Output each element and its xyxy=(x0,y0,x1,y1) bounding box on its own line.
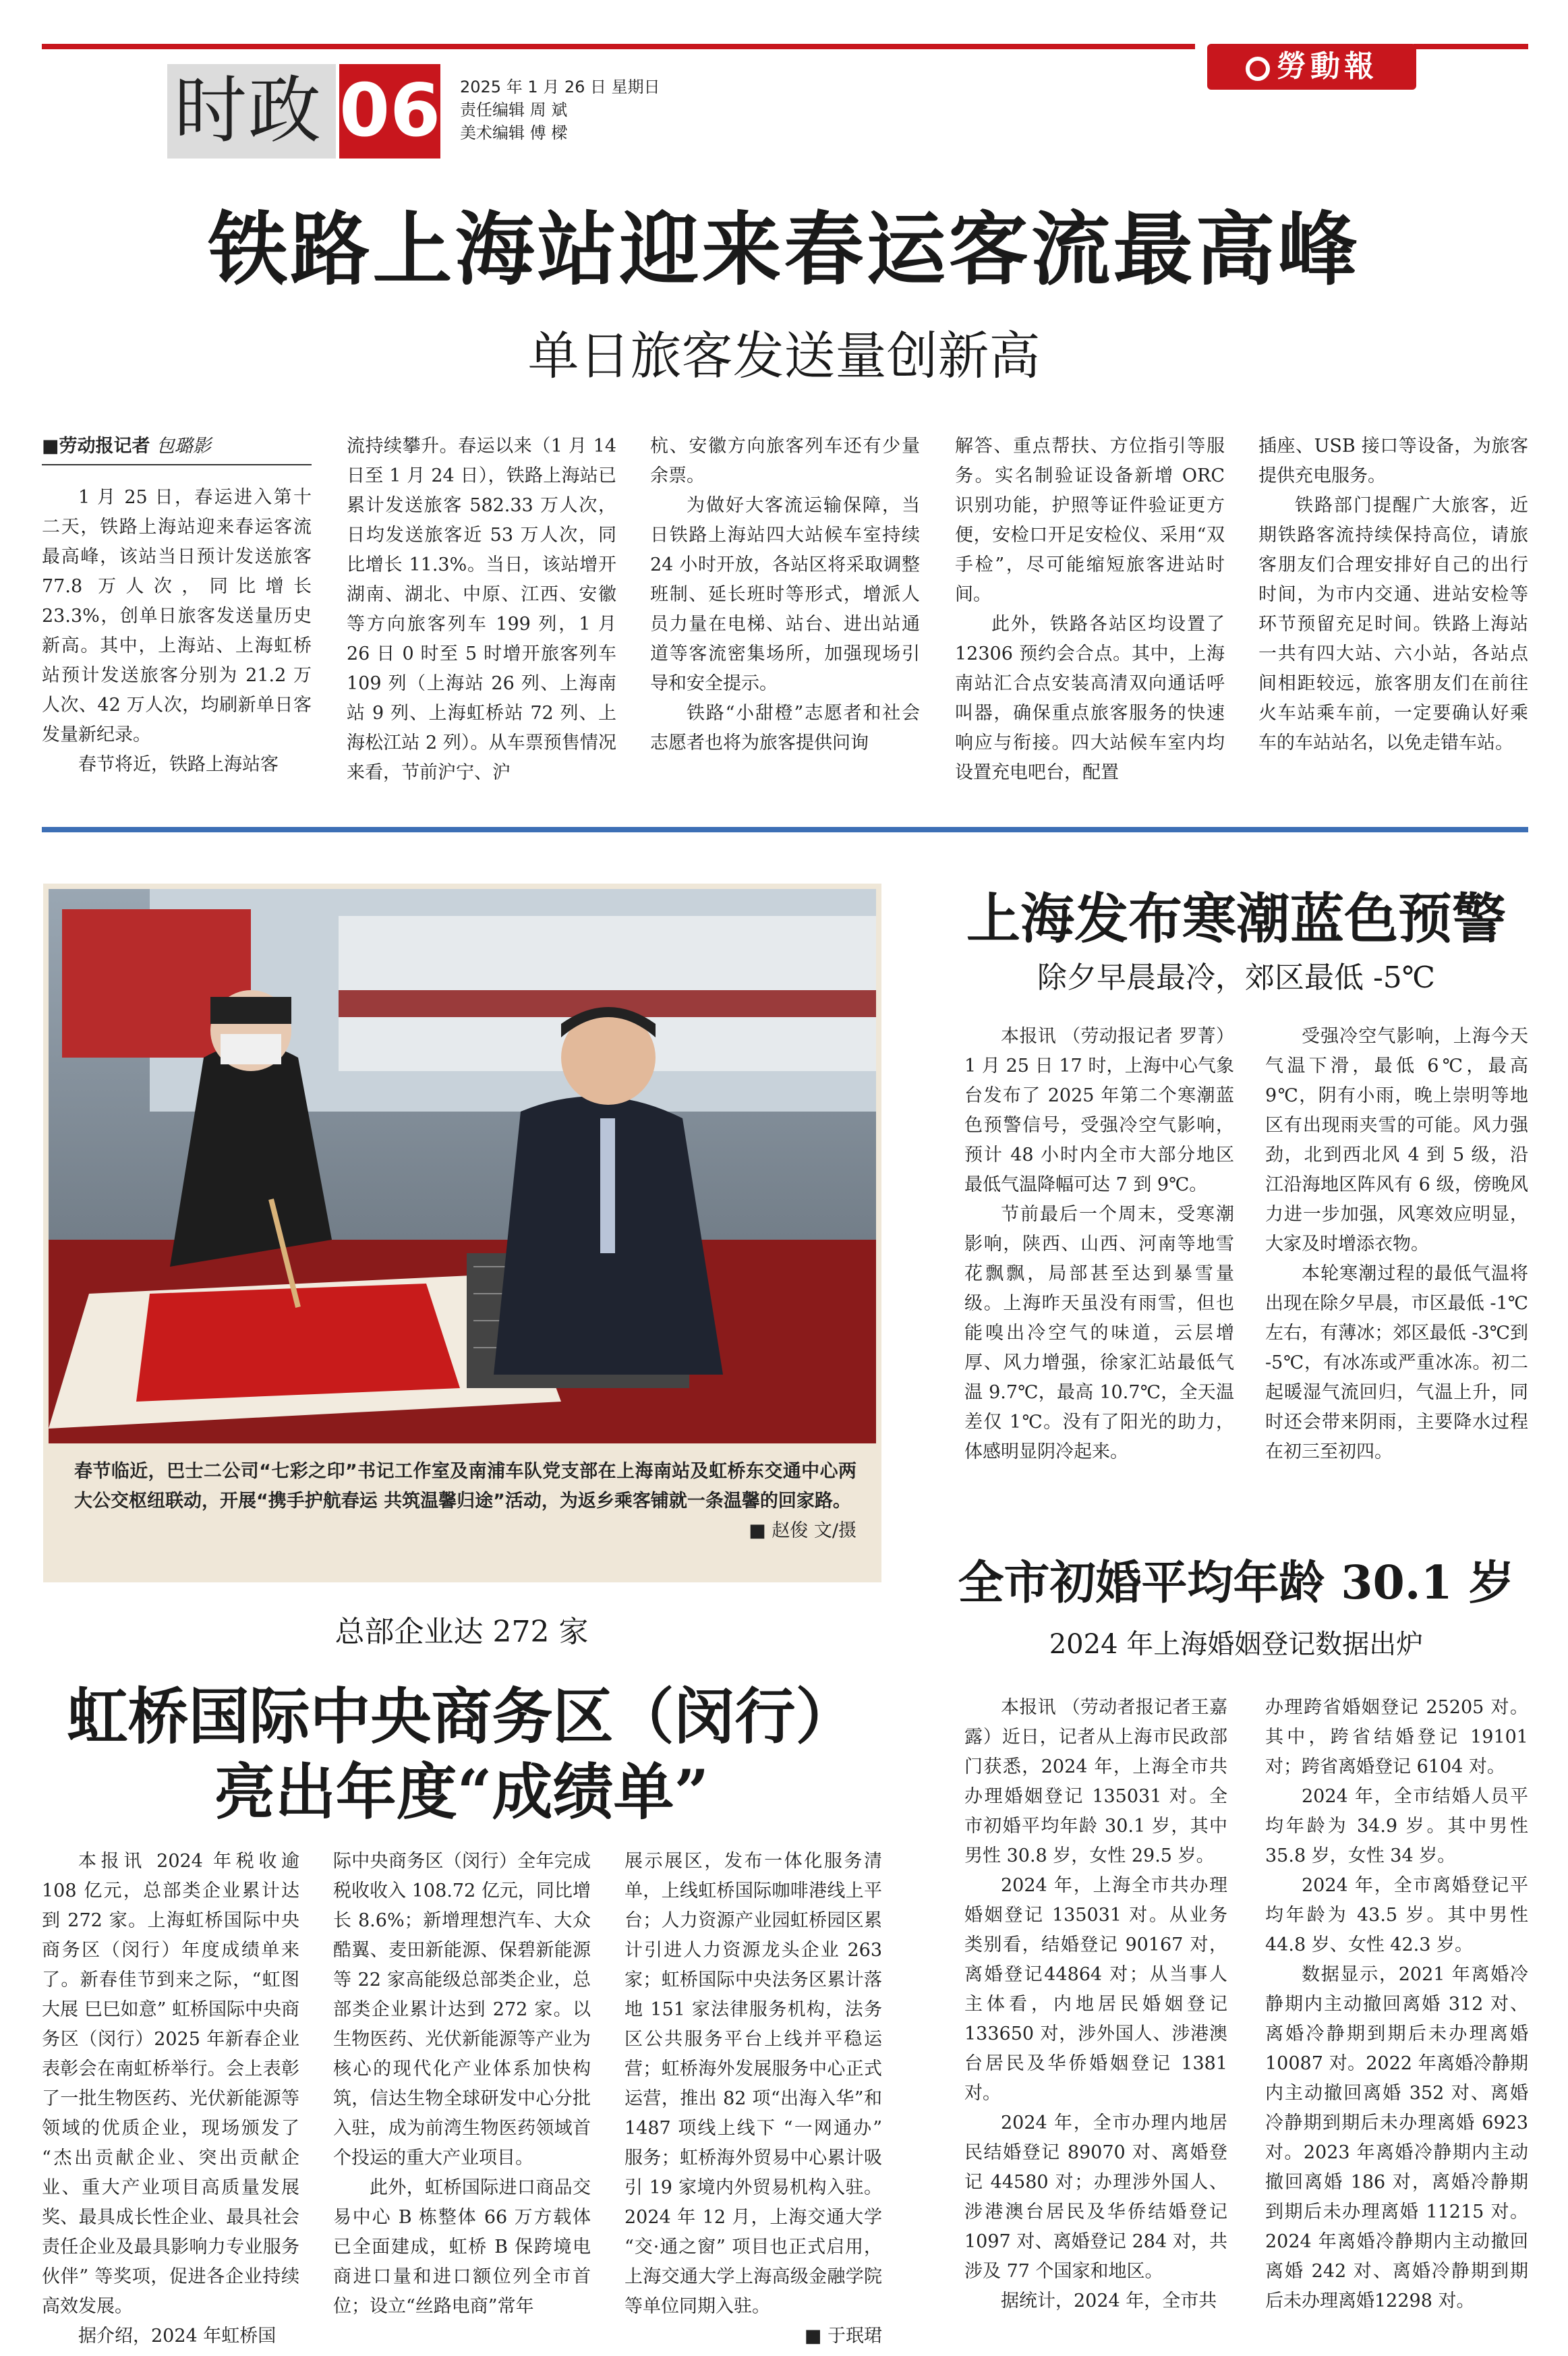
cold-wave-headline: 上海发布寒潮蓝色预警 xyxy=(966,887,1506,950)
paragraph: 本轮寒潮过程的最低气温将出现在除夕早晨，市区最低 -1℃左右，有薄冰；郊区最低 -3℃到 -5℃，有冰冻或严重冰冻。初二起暖湿气流回归，气温上升，同时还会带来阴雨，主要降水过程在初三至初四。 xyxy=(1265,1263,1528,1462)
paragraph: 受强冷空气影响，上海今天气温下滑，最低 6℃，最高 9℃，阴有小雨，晚上崇明等地区有出现雨夹雪的可能。风力强劲，北到西北风 4 到 5 级，沿江沿海地区阵风有 6 级，傍晚风力进一步加强，风寒效应明显，大家及时增添衣物。 xyxy=(1265,1026,1528,1255)
paragraph: 本报讯 （劳动报记者 罗菁）1 月 25 日 17 时，上海中心气象台发布了 2025 年第二个寒潮蓝色预警信号，受强冷空气影响，预计 48 小时内全市大部分地区最低气温降幅可达 7 到 9℃。 xyxy=(964,1026,1234,1195)
marriage-column-1 xyxy=(964,1693,1227,2316)
cold-column-1 xyxy=(964,1022,1234,1467)
photo-caption xyxy=(74,1457,856,1546)
paragraph: 本报讯 2024 年税收逾 108 亿元，总部类企业累计达到 272 家。上海虹桥国际中央商务区（闵行）年度成绩单来了。新春佳节到来之际，“虹图大展 巳巳如意” 虹桥国际中央商务区（闵行）2025 年新春企业表彰会在南虹桥举行。会上表彰了一批生物医药、光伏新能源等领域的优质企业，现场颁发了 “杰出贡献企业、突出贡献企业、重大产业项目高质量发展奖、最具成长性企业、最具社会责任企业及最具影响力专业服务伙伴” 等奖项，促进各企业持续高效发展。 xyxy=(42,1851,299,2317)
hongqiao-headline-line-1: 虹桥国际中央商务区（闵行） xyxy=(67,1681,856,1752)
lead-column-1 xyxy=(42,432,312,780)
paragraph: 2024 年，全市结婚人员平均年龄为 34.9 岁。其中男性 35.8 岁，女性 34 岁。 xyxy=(1265,1786,1528,1866)
hongqiao-column-1 xyxy=(42,1847,299,2351)
hongqiao-column-3 xyxy=(625,1847,882,2351)
photo-credit: ■ 赵俊 文/摄 xyxy=(749,1520,856,1541)
editor-credit: 责任编辑 周 斌 xyxy=(460,100,568,119)
paragraph: 2024 年，上海全市共办理婚姻登记 135031 对。从业务类别看，结婚登记 90167 对，离婚登记44864 对；从当事人主体看，内地居民婚姻登记 133650 对，涉外国人、涉港澳台居民及华侨婚姻登记 1381 对。 xyxy=(964,1875,1227,2104)
hongqiao-headline-line-2: 亮出年度“成绩单” xyxy=(214,1756,709,1828)
paragraph: 数据显示，2021 年离婚冷静期内主动撤回离婚 312 对、离婚冷静期到期后未办理离婚 10087 对。2022 年离婚冷静期内主动撤回离婚 352 对、离婚冷静期到期后未办理离婚 6923 对。2023 年离婚冷静期内主动撤回离婚 186 对，离婚冷静期到期后未办理离婚 11215 对。2024 年离婚冷静期内主动撤回离婚 242 对、离婚冷静期到期后未办理离婚12298 对。 xyxy=(1265,1964,1528,2311)
section-name: 时政 xyxy=(174,69,323,153)
paragraph: 据介绍，2024 年虹桥国 xyxy=(78,2326,277,2347)
paragraph: 铁路“小甜橙”志愿者和社会志愿者也将为旅客提供问询 xyxy=(650,703,920,753)
lead-column-5 xyxy=(1258,432,1528,758)
section-divider xyxy=(42,827,1528,832)
marriage-subheadline: 2024 年上海婚姻登记数据出炉 xyxy=(1049,1629,1424,1660)
marriage-headline: 全市初婚平均年龄 30.1 岁 xyxy=(958,1556,1515,1610)
paragraph: 杭、安徽方向旅客列车还有少量余票。 xyxy=(650,436,920,486)
paragraph: 节前最后一个周末，受寒潮影响，陕西、山西、河南等地雪花飘飘，局部甚至达到暴雪量级。上海昨天虽没有雨雪，但也能嗅出冷空气的味道，云层增厚、风力增强，徐家汇站最低气温 9.7℃，最高 10.7℃，全天温差仅 1℃。没有了阳光的助力，体感明显阴冷起来。 xyxy=(964,1204,1234,1462)
cold-column-2 xyxy=(1265,1022,1528,1467)
lead-subheadline: 单日旅客发送量创新高 xyxy=(527,326,1041,386)
lead-column-3 xyxy=(650,432,920,758)
newspaper-logo xyxy=(1207,44,1416,90)
paragraph: 据统计，2024 年，全市共 xyxy=(1001,2291,1217,2311)
paragraph: 本报讯 （劳动者报记者王嘉露）近日，记者从上海市民政部门获悉，2024 年，上海全市共办理婚姻登记 135031 对。全市初婚平均年龄 30.1 岁，其中男性 30.8 岁，女性 29.5 岁。 xyxy=(964,1697,1227,1866)
logo-icon xyxy=(1246,57,1270,81)
issue-date: 2025 年 1 月 26 日 星期日 xyxy=(460,78,660,96)
page-number: 06 xyxy=(339,64,440,159)
cold-wave-subheadline: 除夕早晨最冷，郊区最低 -5℃ xyxy=(1037,960,1436,995)
marriage-column-2 xyxy=(1265,1693,1528,2316)
lead-headline: 铁路上海站迎来春运客流最高峰 xyxy=(208,202,1360,296)
paragraph: 春节将近，铁路上海站客 xyxy=(78,754,279,775)
paragraph: 际中央商务区（闵行）全年完成税收收入 108.72 亿元，同比增长 8.6%；新增理想汽车、大众酷翼、麦田新能源、保碧新能源等 22 家高能级总部类企业，总部类企业累计达到 272 家。以生物医药、光伏新能源等产业为核心的现代化产业体系加快构筑，信达生物全球研发中心分批入驻，成为前湾生物医药领域首个投运的重大产业项目。 xyxy=(333,1851,591,2168)
paragraph: 办理跨省婚姻登记 25205 对。其中，跨省结婚登记 19101 对；跨省离婚登记 6104 对。 xyxy=(1265,1697,1528,1777)
art-editor-credit: 美术编辑 傅 樑 xyxy=(460,123,568,142)
lead-column-4 xyxy=(955,432,1225,788)
paragraph: 铁路部门提醒广大旅客，近期铁路客流持续保持高位，请旅客朋友们合理安排好自己的出行时间，为市内交通、进站安检等环节预留充足时间。铁路上海站一共有四大站、六小站，各站点间相距较远，旅客朋友们在前往火车站乘车前，一定要确认好乘车的车站站名，以免走错车站。 xyxy=(1258,495,1528,753)
lead-column-2 xyxy=(347,432,616,788)
issue-meta xyxy=(460,76,660,144)
hongqiao-column-2 xyxy=(333,1847,591,2322)
paragraph: 为做好大客流运输保障，当日铁路上海站四大站候车室持续 24 小时开放，各站区将采取调整班制、延长班时等形式，增派人员力量在电梯、站台、进出站通道等客流密集场所，加强现场引导和安全提示。 xyxy=(650,495,920,694)
paragraph: 2024 年，全市办理内地居民结婚登记 89070 对、离婚登记 44580 对；办理涉外国人、涉港澳台居民及华侨结婚登记 1097 对、离婚登记 284 对，共涉及 77 个国家和地区。 xyxy=(964,2113,1227,2282)
paragraph: 1 月 25 日，春运进入第十二天，铁路上海站迎来春运客流最高峰，该站当日预计发送旅客 77.8 万人次，同比增长 23.3%，创单日旅客发送量历史新高。其中，上海站、上海虹桥站预计发送旅客分别为 21.2 万人次、42 万人次，均刷新单日客发量新纪录。 xyxy=(42,487,312,745)
news-photo-calligraphy xyxy=(49,889,876,1443)
hongqiao-kicker: 总部企业达 272 家 xyxy=(335,1615,589,1649)
caption-text: 春节临近，巴士二公司“七彩之印”书记工作室及南浦车队党支部在上海南站及虹桥东交通中心两大公交枢纽联动，开展“携手护航春运 共筑温馨归途”活动，为返乡乘客铺就一条温馨的回家路。 xyxy=(74,1461,856,1512)
logo-text: 勞動報 xyxy=(1277,49,1378,84)
byline-name: 包璐影 xyxy=(156,436,211,457)
paragraph: 流持续攀升。春运以来（1 月 14 日至 1 月 24 日），铁路上海站已累计发送旅客 582.33 万人次，日均发送旅客近 53 万人次，同比增长 11.3%。当日，该站增开湖南、湖北、中原、江西、安徽等方向旅客列车 199 列，1 月 26 日 0 时至 5 时增开旅客列车 109 列（上海站 26 列、上海南站 9 列、上海虹桥站 72 列、上海松江站 2 列）。从车票预售情况来看，节前沪宁、沪 xyxy=(347,436,616,783)
byline-label: ■劳动报记者 xyxy=(42,436,150,457)
lead-byline xyxy=(42,432,312,465)
paragraph: 解答、重点帮扶、方位指引等服务。实名制验证设备新增 ORC 识别功能，护照等证件验证更方便，安检口开足安检仪、采用“双手检”，尽可能缩短旅客进站时间。 xyxy=(955,436,1225,605)
author-credit: ■ 于珉珺 xyxy=(804,2326,882,2347)
paragraph: 此外，虹桥国际进口商品交易中心 B 栋整体 66 万方载体已全面建成，虹桥 B 保跨境电商进口量和进口额位列全市首位；设立“丝路电商”常年 xyxy=(333,2177,591,2317)
paragraph: 此外，铁路各站区均设置了 12306 预约会合点。其中，上海南站汇合点安装高清双向通话呼叫器，确保重点旅客服务的快速响应与衔接。四大站候车室内均设置充电吧台，配置 xyxy=(955,614,1225,783)
paragraph: 2024 年，全市离婚登记平均年龄为 43.5 岁。其中男性 44.8 岁、女性 42.3 岁。 xyxy=(1265,1875,1528,1955)
top-red-rule-right xyxy=(1414,44,1528,49)
paragraph: 插座、USB 接口等设备，为旅客提供充电服务。 xyxy=(1258,436,1528,486)
top-red-rule xyxy=(42,44,1195,49)
paragraph: 展示展区，发布一体化服务清单，上线虹桥国际咖啡港线上平台；人力资源产业园虹桥园区累计引进人力资源龙头企业 263 家；虹桥国际中央法务区累计落地 151 家法律服务机构，法务区公共服务平台上线并平稳运营；虹桥海外发展服务中心正式运营，推出 82 项“出海入华”和 1487 项线上线下 “一网通办” 服务；虹桥海外贸易中心累计吸引 19 家境内外贸易机构入驻。2024 年 12 月，上海交通大学 “交·通之窗” 项目也正式启用，上海交通大学上海高级金融学院等单位同期入驻。 xyxy=(625,1851,882,2317)
